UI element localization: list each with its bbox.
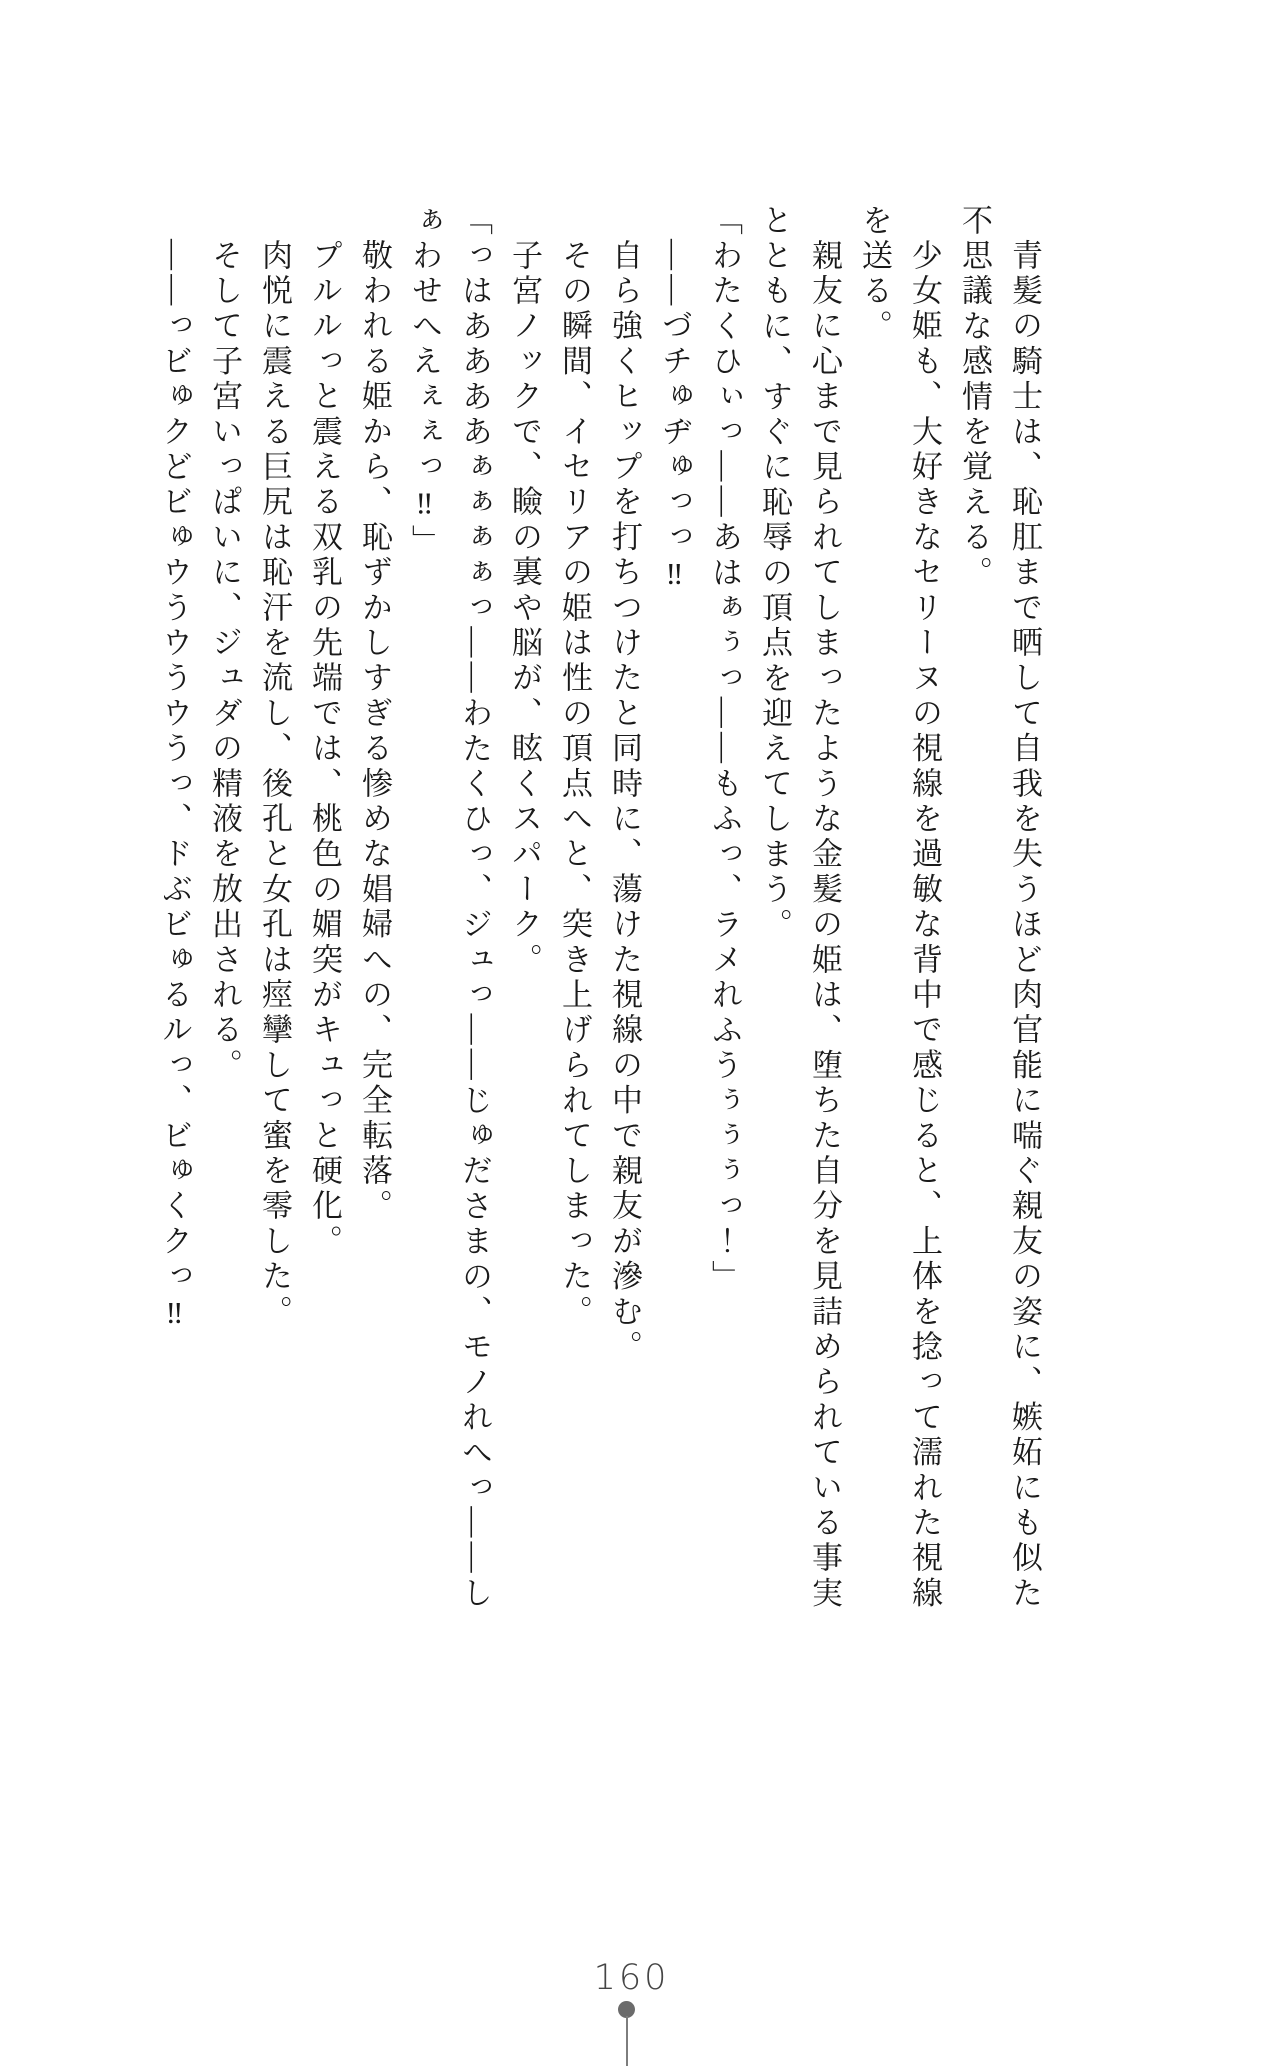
text-column: 少女姫も、大好きなセリーヌの視線を過敏な背中で感じると、上体を捻って濡れた視線 [907,239,942,1612]
page-number: 160 [593,1958,670,1998]
text-column: 子宮ノックで、瞼の裏や脳が、眩くスパーク。 [507,239,542,979]
text-column: 青髪の騎士は、恥肛まで晒して自我を失うほど肉官能に喘ぐ親友の姿に、嫉妬にも似た [1007,239,1042,1612]
text-column: 敬われる姫から、恥ずかしすぎる惨めな娼婦への、完全転落。 [357,239,392,1225]
text-column: とともに、すぐに恥辱の頂点を迎えてしまう。 [757,204,792,944]
text-column: 「わたくひぃっ――あはぁぅっ――もふっ、ラメれふうぅぅぅっ！」 [707,204,742,1296]
text-column: 親友に心まで見られてしまったような金髪の姫は、堕ちた自分を見詰められている事実 [807,239,842,1612]
page-ornament-stem-line [626,2016,628,2066]
text-column: そして子宮いっぱいに、ジュダの精液を放出される。 [207,239,242,1084]
text-column: 自ら強くヒップを打ちつけたと同時に、蕩けた視線の中で親友が滲む。 [607,239,642,1366]
text-column: を送る。 [857,204,892,345]
text-block [149,204,1049,1824]
text-column: 「っはああああぁぁぁぁっ――わたくひっ、ジュっ――じゅださまの、モノれへっ――し [457,204,492,1612]
text-column: プルルっと震える双乳の先端では、桃色の媚突がキュっと硬化。 [307,239,342,1260]
text-column: 不思議な感情を覚える。 [957,204,992,592]
text-column: ――づチゅヂゅっっ‼ [657,239,692,595]
text-column: 肉悦に震える巨尻は恥汗を流し、後孔と女孔は痙攣して蜜を零した。 [257,239,292,1331]
text-column: ――っビゅクどビゅウうウうウうっ、ドぶビゅるルっ、ビゅくクっ‼ [157,239,192,1335]
text-column: ぁわせへえぇぇっ‼」 [407,204,442,560]
text-column: その瞬間、イセリアの姫は性の頂点へと、突き上げられてしまった。 [557,239,592,1331]
